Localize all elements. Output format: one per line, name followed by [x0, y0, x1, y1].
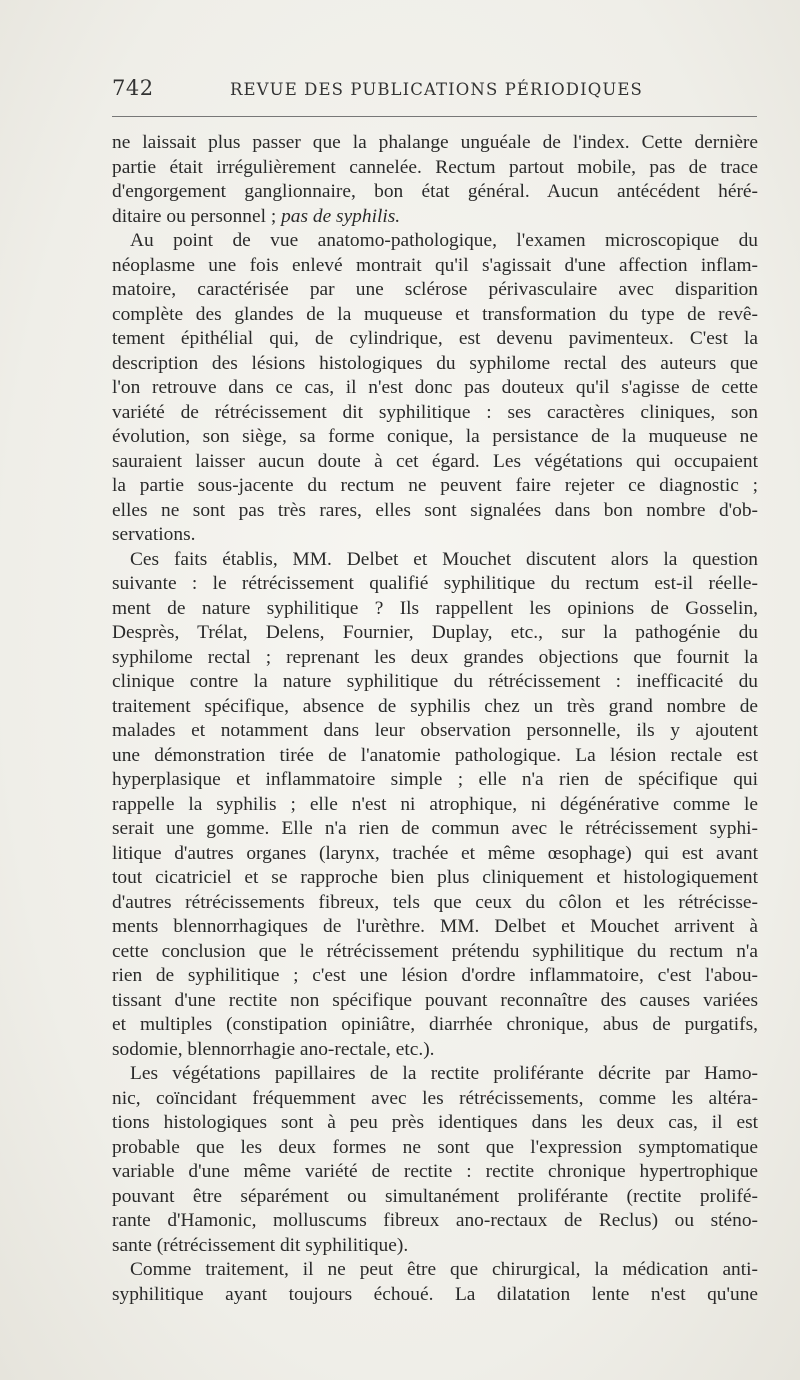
paragraph-start: Au point de vue anatomo-pathologique, l'examen microscopique du: [130, 230, 758, 251]
text-line: variété de rétrécissement dit syphilitique : ses caractères cliniques, son: [112, 401, 758, 423]
text-line: complète des glandes de la muqueuse et transformation du type de revê-: [112, 303, 758, 325]
text-line: et multiples (constipation opiniâtre, diarrhée chronique, abus de purgatifs,: [112, 1014, 758, 1035]
text-line: sodomie, blennorrhagie ano-rectale, etc.).: [112, 1038, 435, 1060]
text-line: tement épithélial qui, de cylindrique, est devenu pavimenteux. C'est la: [112, 328, 758, 349]
text-line: l'on retrouve dans ce cas, il n'est donc pas douteux qu'il s'agisse de cette: [112, 377, 758, 398]
header-rule: [112, 116, 757, 117]
running-title: REVUE DES PUBLICATIONS PÉRIODIQUES: [230, 80, 643, 99]
text-line: traitement spécifique, absence de syphilis chez un très grand nombre de: [112, 695, 758, 717]
paragraph-start: Les végétations papillaires de la rectite proliférante décrite par Hamo-: [130, 1063, 758, 1084]
text-line: la partie sous-jacente du rectum ne peuvent faire rejeter ce diagnostic ;: [112, 475, 758, 496]
text-line: clinique contre la nature syphilitique du rétrécissement : inefficacité du: [112, 671, 758, 692]
text-line: elles ne sont pas très rares, elles sont signalées dans bon nombre d'ob-: [112, 499, 758, 521]
text-line: d'autres rétrécissements fibreux, tels que ceux du côlon et les rétrécisse-: [112, 891, 758, 913]
text-line: description des lésions histologiques du syphilome rectal des auteurs que: [112, 352, 758, 374]
text-line: hyperplasique et inflammatoire simple ; elle n'a rien de spécifique qui: [112, 769, 758, 790]
text-line: pouvant être séparément ou simultanément proliférante (rectite prolifé-: [112, 1185, 758, 1207]
text-line: sante (rétrécissement dit syphilitique).: [112, 1234, 409, 1256]
page-header: [112, 76, 756, 106]
text-line: suivante : le rétrécissement qualifié syphilitique du rectum est-il réelle-: [112, 573, 758, 594]
text-line: rappelle la syphilis ; elle n'est ni atrophique, ni dégénérative comme le: [112, 793, 758, 815]
text-line: partie était irrégulièrement cannelée. Rectum partout mobile, pas de trace: [112, 156, 758, 178]
text-line: tions histologiques sont à peu près identiques dans les deux cas, il est: [112, 1112, 758, 1133]
text-line: syphilitique ayant toujours échoué. La dilatation lente n'est qu'une: [112, 1283, 758, 1305]
text-line: une démonstration tirée de l'anatomie pathologique. La lésion rectale est: [112, 744, 758, 766]
page-number: 742: [112, 76, 154, 100]
text-line: ment de nature syphilitique ? Ils rappellent les opinions de Gosselin,: [112, 597, 758, 619]
text-line: malades et notamment dans leur observation personnelle, ils y ajoutent: [112, 720, 758, 741]
article-body: [112, 131, 758, 1307]
italic-fragment: pas de syphilis.: [281, 205, 401, 227]
text-line: [112, 205, 758, 230]
text-line: tissant d'une rectite non spécifique pouvant reconnaître des causes variées: [112, 989, 758, 1011]
text-line: variable d'une même variété de rectite : rectite chronique hypertrophique: [112, 1161, 758, 1182]
text-line: Desprès, Trélat, Delens, Fournier, Duplay, etc., sur la pathogénie du: [112, 622, 758, 643]
text-line: néoplasme une fois enlevé montrait qu'il s'agissait d'une affection inflam-: [112, 254, 758, 276]
text-line: syphilome rectal ; reprenant les deux grandes objections que fournit la: [112, 646, 758, 668]
text-fragment: ditaire ou personnel ;: [112, 205, 277, 227]
text-line: d'engorgement ganglionnaire, bon état général. Aucun antécédent héré-: [112, 181, 758, 202]
text-line: ne laissait plus passer que la phalange unguéale de l'index. Cette dernière: [112, 132, 758, 153]
text-line: sauraient laisser aucun doute à cet égard. Les végétations qui occupaient: [112, 450, 758, 472]
text-line: rante d'Hamonic, molluscums fibreux ano-rectaux de Reclus) ou sténo-: [112, 1210, 758, 1231]
paragraph-start: Ces faits établis, MM. Delbet et Mouchet discutent alors la question: [130, 548, 758, 570]
text-line: servations.: [112, 524, 196, 545]
text-line: probable que les deux formes ne sont que l'expression symptomatique: [112, 1136, 758, 1158]
text-line: rien de syphilitique ; c'est une lésion d'ordre inflammatoire, c'est l'abou-: [112, 965, 758, 986]
text-line: matoire, caractérisée par une sclérose périvasculaire avec disparition: [112, 279, 758, 300]
text-line: tout cicatriciel et se rapproche bien plus cliniquement et histologiquement: [112, 867, 758, 888]
text-line: cette conclusion que le rétrécissement prétendu syphilitique du rectum n'a: [112, 940, 758, 962]
text-line: serait une gomme. Elle n'a rien de commun avec le rétrécissement syphi-: [112, 818, 758, 839]
text-line: nic, coïncidant fréquemment avec les rétrécissements, comme les altéra-: [112, 1087, 758, 1109]
text-line: évolution, son siège, sa forme conique, la persistance de la muqueuse ne: [112, 426, 758, 447]
text-line: ments blennorrhagiques de l'urèthre. MM. Delbet et Mouchet arrivent à: [112, 916, 758, 937]
paragraph-start: Comme traitement, il ne peut être que chirurgical, la médication anti-: [130, 1259, 758, 1280]
text-line: litique d'autres organes (larynx, trachée et même œsophage) qui est avant: [112, 842, 758, 864]
